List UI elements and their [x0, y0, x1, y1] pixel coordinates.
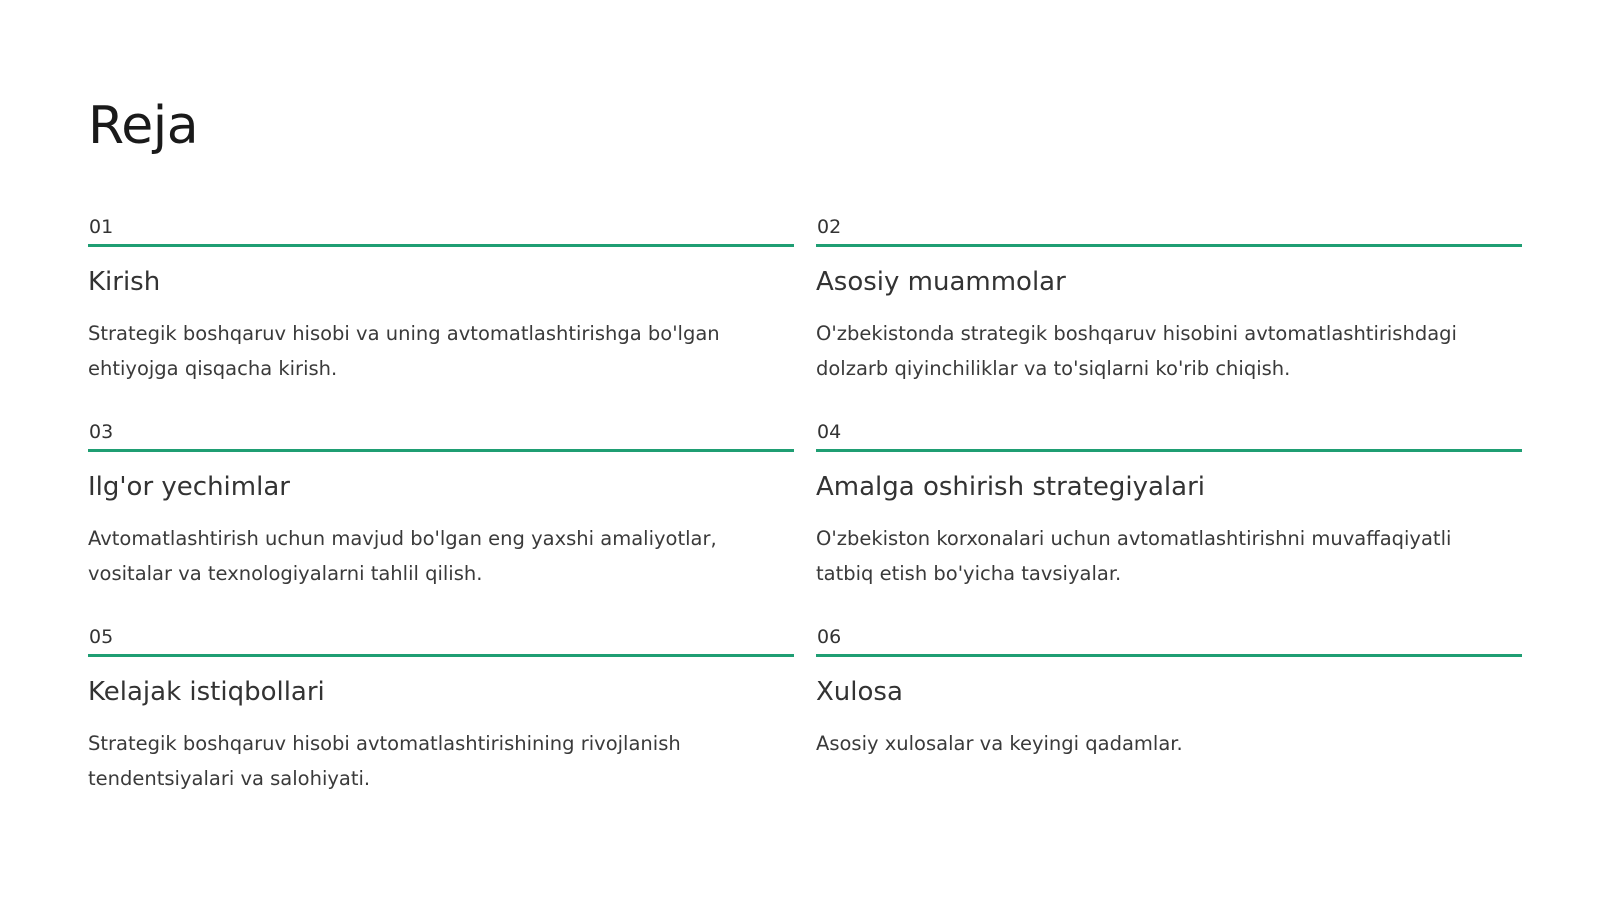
- item-title: Kirish: [88, 267, 161, 297]
- item-divider: [816, 244, 1522, 247]
- item-title: Kelajak istiqbollari: [88, 677, 325, 707]
- item-number: 05: [89, 626, 114, 648]
- item-number: 04: [817, 421, 842, 443]
- item-number: 06: [817, 626, 842, 648]
- item-description: Strategik boshqaruv hisobi va uning avtomatlashtirishga bo'lgan ehtiyojga qisqacha kirish.: [88, 322, 720, 381]
- item-description: O'zbekistonda strategik boshqaruv hisobini avtomatlashtirishdagi dolzarb qiyinchiliklar va to'siqlarni ko'rib chiqish.: [816, 322, 1457, 381]
- item-description: O'zbekiston korxonalari uchun avtomatlashtirishni muvaffaqiyatli tatbiq etish bo'yicha tavsiyalar.: [816, 527, 1452, 586]
- item-divider: [88, 654, 794, 657]
- agenda-item: [816, 423, 1522, 628]
- item-number: 01: [89, 216, 114, 238]
- item-number: 03: [89, 421, 114, 443]
- agenda-item: [816, 628, 1522, 833]
- agenda-item: [88, 628, 794, 833]
- item-number: 02: [817, 216, 842, 238]
- agenda-item: [816, 218, 1522, 423]
- item-divider: [816, 449, 1522, 452]
- item-description: Avtomatlashtirish uchun mavjud bo'lgan eng yaxshi amaliyotlar, vositalar va texnologiyalarni tahlil qilish.: [88, 527, 717, 586]
- item-title: Xulosa: [816, 677, 903, 707]
- agenda-item: [88, 218, 794, 423]
- item-title: Ilg'or yechimlar: [88, 472, 290, 502]
- item-divider: [88, 244, 794, 247]
- item-title: Asosiy muammolar: [816, 267, 1066, 297]
- page-title: Reja: [88, 96, 199, 156]
- item-divider: [816, 654, 1522, 657]
- item-description: Strategik boshqaruv hisobi avtomatlashtirishining rivojlanish tendentsiyalari va salohiyati.: [88, 732, 681, 791]
- item-title: Amalga oshirish strategiyalari: [816, 472, 1205, 502]
- agenda-grid: [88, 218, 1518, 833]
- item-description: Asosiy xulosalar va keyingi qadamlar.: [816, 732, 1183, 756]
- agenda-item: [88, 423, 794, 628]
- item-divider: [88, 449, 794, 452]
